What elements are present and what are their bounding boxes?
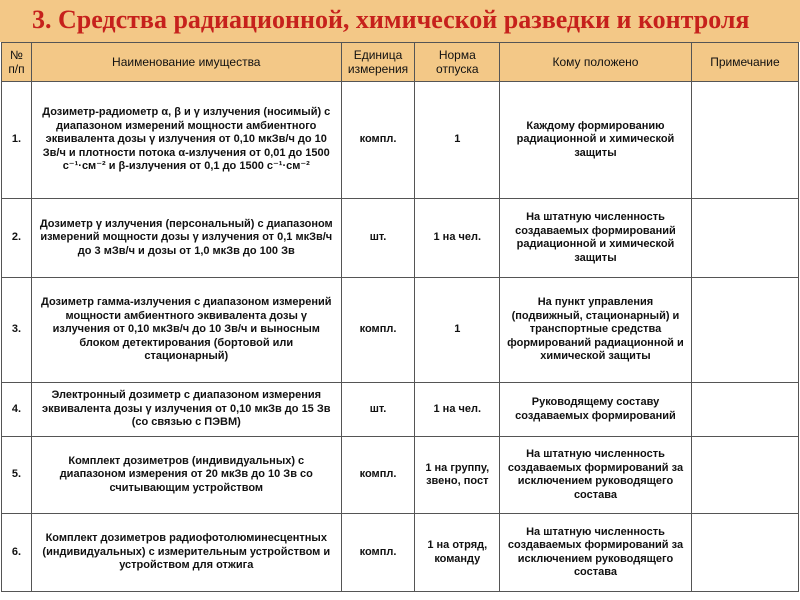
table-row [2,278,799,383]
row-unit: шт. [341,383,415,437]
title-bar [0,0,800,42]
table-row [2,82,799,199]
page-title: 3. Средства радиационной, химической разведки и контроля [32,5,750,34]
equipment-table [1,42,799,592]
row-num: 4. [2,383,32,437]
row-name: Дозиметр γ излучения (персональный) с диапазоном измерений мощности дозы γ излучения от 0,1 мкЗв/ч до 3 мЗв/ч и дозы от 1,0 мкЗв до 100 Зв [31,199,341,278]
row-note [691,82,798,199]
header-num: № п/п [2,43,32,82]
row-norm: 1 на чел. [415,383,500,437]
table-row [2,199,799,278]
header-name: Наименование имущества [31,43,341,82]
row-to: На штатную численность создаваемых формирований за исключением руководящего состава [500,437,692,514]
row-unit: компл. [341,437,415,514]
row-norm: 1 на группу, звено, пост [415,437,500,514]
row-num: 5. [2,437,32,514]
row-note [691,437,798,514]
row-norm: 1 на чел. [415,199,500,278]
row-name: Комплект дозиметров радиофотолюминесцентных (индивидуальных) с измерительным устройством и устройством для отжига [31,514,341,592]
row-norm: 1 [415,82,500,199]
row-name: Комплект дозиметров (индивидуальных) с диапазоном измерения от 20 мкЗв до 10 Зв со считывающим устройством [31,437,341,514]
row-num: 1. [2,82,32,199]
row-num: 6. [2,514,32,592]
row-norm: 1 на отряд, команду [415,514,500,592]
row-norm: 1 [415,278,500,383]
header-unit: Единица измерения [341,43,415,82]
row-to: На пункт управления (подвижный, стационарный) и транспортные средства формирований радиационной и химической защиты [500,278,692,383]
row-to: Каждому формированию радиационной и химической защиты [500,82,692,199]
row-num: 3. [2,278,32,383]
row-name: Дозиметр гамма-излучения с диапазоном измерений мощности амбиентного эквивалента дозы γ излучения от 0,10 мкЗв/ч до 10 Зв/ч и выносным блоком детектирования (бортовой или стационарный) [31,278,341,383]
table-row [2,437,799,514]
table-header-row [2,43,799,82]
row-unit: компл. [341,278,415,383]
row-num: 2. [2,199,32,278]
table-row [2,383,799,437]
row-note [691,278,798,383]
header-to: Кому положено [500,43,692,82]
row-name: Дозиметр-радиометр α, β и γ излучения (носимый) с диапазоном измерений мощности амбиентного эквивалента дозы γ излучения от 0,10 мкЗв/ч до 10 Зв/ч и плотности потока α-излучения от 0,01 до 1500 с⁻¹·см⁻² и β-излучения от 0,1 до 1500 с⁻¹·см⁻² [31,82,341,199]
table-row [2,514,799,592]
header-note: Примечание [691,43,798,82]
row-to: На штатную численность создаваемых формирований радиационной и химической защиты [500,199,692,278]
row-name: Электронный дозиметр с диапазоном измерения эквивалента дозы γ излучения от 0,10 мкЗв до 15 Зв (со связью с ПЭВМ) [31,383,341,437]
row-unit: шт. [341,199,415,278]
header-norm: Норма отпуска [415,43,500,82]
row-unit: компл. [341,514,415,592]
row-to: На штатную численность создаваемых формирований за исключением руководящего состава [500,514,692,592]
row-note [691,199,798,278]
row-unit: компл. [341,82,415,199]
row-note [691,514,798,592]
row-to: Руководящему составу создаваемых формирований [500,383,692,437]
row-note [691,383,798,437]
